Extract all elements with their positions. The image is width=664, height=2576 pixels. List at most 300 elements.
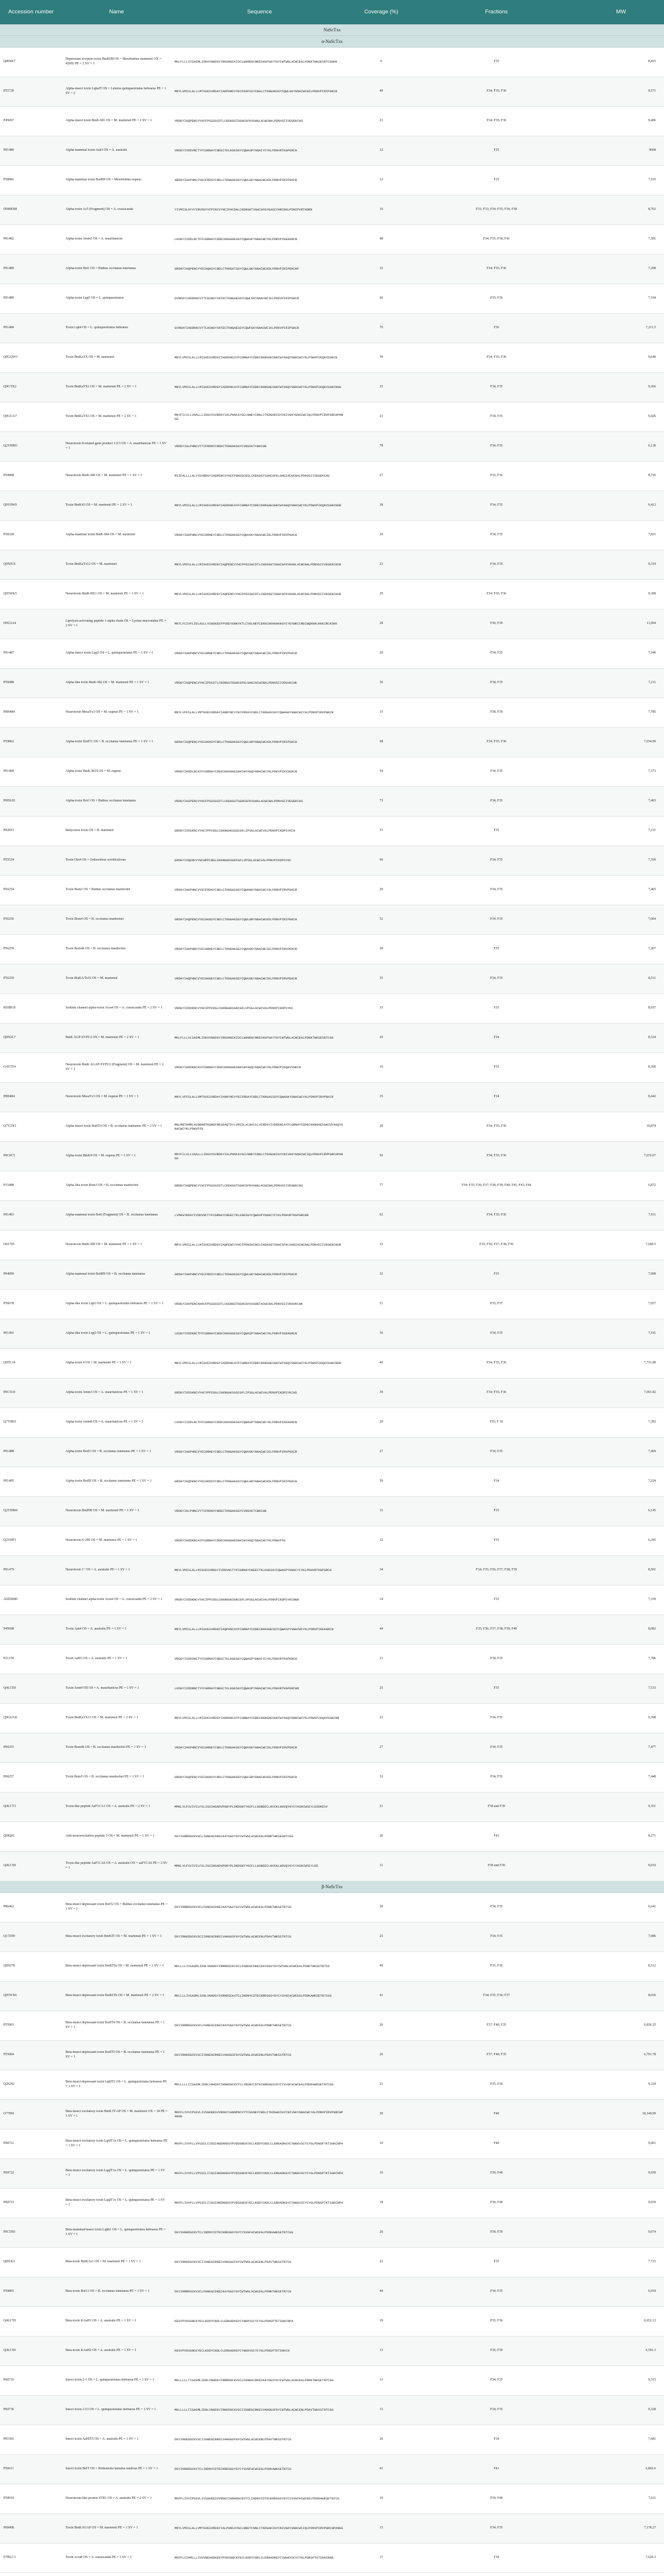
cell-coverage: 50 <box>379 1479 383 1483</box>
cell-sequence: LKDGYIVDDRNCTYFCGRNAYCNEECTKLKGESGYCQWASPYGNACWCYKLPDHVRTKGPGRCHR <box>175 1686 299 1691</box>
cell-fractions: F34; F35 <box>490 888 503 892</box>
cell-mw: 7,533 <box>648 1686 656 1690</box>
cell-name: Neurotoxin MesaTx3 OS = M. eupeus PE = 1 SV = 1 <box>66 710 139 714</box>
cell-accession: P56259 <box>3 977 14 981</box>
cell-name: Alpha-insect toxin BmK-M1 OS = M. martensii PE = 1 SV = 1 <box>66 119 153 123</box>
cell-name: Sodium channel alpha-toxin Acra4 OS = A. crassicauda PE = 2 SV = 1 <box>66 1598 162 1602</box>
table-row <box>0 1142 664 1171</box>
cell-coverage: 35 <box>379 1006 383 1010</box>
cell-mw: 7,165 <box>648 178 656 182</box>
cell-name: Alpha-mammal toxin BotM9 OS = Mesobuthus eupeus <box>66 178 141 182</box>
cell-sequence: VRDGYIAQPENCVYHCFPGSSGCDTLCKEKGGTSGHCGFKVGHGLACWCNALPDNVGIIVEGEKCHS <box>175 119 303 124</box>
cell-mw: 9,328 <box>648 2408 656 2412</box>
cell-mw: 11,094 <box>647 622 656 626</box>
cell-fractions: F34; F35 <box>490 2526 503 2530</box>
cell-name: Beta-insect depressant toxin BmKITb OS = M. martensii PE = 2 SV = 1 <box>66 1994 165 1998</box>
cell-coverage: 19 <box>379 2497 383 2501</box>
cell-fractions: F34; F35 <box>490 503 503 507</box>
cell-coverage: 20 <box>379 651 383 655</box>
table-row <box>0 905 664 935</box>
cell-name: Alpha-like toxin Lqq5 OS = L. quinquestriatus PE = 1 SV = 1 <box>66 1331 151 1336</box>
cell-coverage: 13 <box>379 2349 383 2353</box>
cell-coverage: 26 <box>379 2023 383 2027</box>
cell-accession: P55903 <box>3 2023 14 2027</box>
table-row <box>0 1733 664 1763</box>
cell-coverage: 35 <box>379 977 383 981</box>
cell-name: Toxin Bom4 OS = B. occitanus mardochei <box>66 917 124 921</box>
cell-accession: P01495 <box>3 1479 14 1483</box>
cell-name: Alpha-mammal toxin BmK-M4 OS = M. martensii <box>66 533 136 537</box>
cell-sequence: MNYLVMISLALLLMIGVESVRDGYIAQPENCVYHCFPGSSGCDTLCKEKGGTSGHCGFKVGHGLACWCNALPDNVGIIVEGEKCHSR <box>175 592 342 597</box>
cell-coverage: 36 <box>379 681 383 685</box>
cell-coverage: 20 <box>379 1036 383 1040</box>
cell-coverage: 66 <box>379 296 383 300</box>
table-row <box>0 491 664 521</box>
cell-name: Neurotoxin BmK AGAP-SYPU2 (Fragment) OS = M. martensii PE = 2 SV = 1 <box>66 1063 164 1071</box>
cell-sequence: MNYLVMISLALLLMIGVESVRDGYIADDKNCAYFCGRNAYCDDECKKNGAESGKCWYAGQYGNACWCYKLPDWVPIKQKVSGKCNR <box>175 1716 339 1721</box>
table-row <box>0 2366 664 2396</box>
table-row <box>0 1467 664 1497</box>
cell-fractions: F36; F39 <box>490 622 503 626</box>
cell-mw: 9,308 <box>648 592 656 596</box>
cell-fractions: F36; F39 <box>490 2349 503 2353</box>
cell-mw: 7,786 <box>648 1657 656 1661</box>
cell-accession: P86462 <box>3 1905 14 1909</box>
cell-sequence: LVMAGYKDGYIVDDVNCTYFCGRNAYCNEECTKLKGESGYCQWASPYGNACYCYKLPDHVRTKGPGRCHR <box>175 1213 309 1218</box>
header-mw: MW <box>616 9 626 16</box>
cell-fractions: F34; F35; F36 <box>487 1154 506 1158</box>
cell-mw: 7,191 <box>648 1331 656 1336</box>
table-row <box>0 787 664 817</box>
cell-sequence: MNYLVMISLALLLMIGVESVRDGYIADDKNCAYFCGRNAYCDDECKKNGAESGKCWYAGQYGNACWCYKLPDWVPIKQKVSGKCNGR <box>175 1361 342 1366</box>
cell-name: Toxin-like peptide AaF1CA1 OS = A. australis PE = 2 SV = 1 <box>66 1805 151 1809</box>
table-row <box>0 1201 664 1231</box>
cell-fractions: F35; F 36 <box>489 1420 503 1424</box>
table-row <box>0 2277 664 2307</box>
table-row <box>0 48 664 77</box>
cell-name: Beta-insect depressant toxin LqhIT2 OS = L. quinquestriatus hebraeus PE = 1 SV = 1 <box>66 2080 167 2088</box>
cell-coverage: 17 <box>379 2556 383 2560</box>
cell-mw: 8,442 <box>648 1095 656 1099</box>
cell-coverage: 39 <box>379 355 383 360</box>
cell-name: Beta-toxin Bot11 OS = B. occitanus tunetanus PE = 1 SV = 1 <box>66 2290 150 2294</box>
cell-fractions: F35 <box>494 1539 499 1543</box>
cell-accession: Q9NJC6 <box>3 563 16 567</box>
cell-name: Alpha-toxin Ac5 (Fragment) OS = A. crassicauda <box>66 208 133 212</box>
cell-coverage: 36 <box>379 1331 383 1336</box>
table-row <box>0 2159 664 2189</box>
cell-name: Alpha-insect toxin LqhaIT OS = Leiurus quinquestriatus hebraeus PE = 1 SV = 2 <box>66 87 166 95</box>
cell-mw: 7,359 <box>648 858 656 862</box>
cell-mw: 7,660.5 <box>645 1243 656 1247</box>
cell-sequence: DGYIRRRDGCKVSCLFGNEGCDKECKAYGGSYGYCWTWGLACWCEGLPDNKTWKSETNTCG <box>175 2023 292 2028</box>
cell-coverage: 44 <box>379 2290 383 2294</box>
table-row <box>0 1408 664 1438</box>
cell-coverage: 48 <box>379 237 383 241</box>
cell-name: Alpha-mammal toxin Aah3 OS = A. australis <box>66 148 128 153</box>
cell-sequence: MNYLVMISLALLLMIGVESVRDGYIADDKNCAYFCGRNAYCDDECKKNGAESGKCWYAGQYGNACWCYKLPDWVPIKQKVSGKCN <box>175 355 338 360</box>
cell-sequence: MKLFLLLVLSASMLIDGVVNADGYIRGSNGCKISCLWGNEGCNKECKGFGAYYGYCWTWGLACWCEGLPDNKTWKSESNTCGG <box>175 1036 333 1040</box>
cell-accession: P8H484 <box>3 710 15 714</box>
cell-name: Beta-insect excitatory toxin BmKIT OS = M. martensii PE = 1 SV = 1 <box>66 1935 162 1939</box>
cell-coverage: 29 <box>379 1420 383 1424</box>
cell-fractions: F35 <box>494 829 499 833</box>
table-row <box>0 1438 664 1467</box>
cell-coverage: 23 <box>379 415 383 419</box>
cell-accession: Q9IQ61 <box>3 1834 15 1838</box>
cell-accession: P55728 <box>3 89 14 93</box>
cell-coverage: 41 <box>379 2467 383 2471</box>
table-row <box>0 2248 664 2277</box>
cell-accession: P01479 <box>3 1568 14 1572</box>
cell-mw: 7,469 <box>648 1450 656 1454</box>
table-row <box>0 2514 664 2544</box>
cell-name: Babycurus toxin OS = B. martensii <box>66 829 114 833</box>
cell-accession: Q9GQW3 <box>3 355 18 360</box>
cell-mw: 7,681 <box>648 2437 656 2441</box>
cell-name: Lipolysis-activating peptide 1-alpha chain OS = Lychas mucronatus PE = 2 SV = 1 <box>66 619 166 627</box>
cell-name: Insect toxin 2-1 OS = L. quinquestriatus hebraeus PE = 1 SV = 1 <box>66 2378 154 2382</box>
cell-name: Alpha-like toxin Bom3 OS = B. occitanus mardochei <box>66 1184 139 1188</box>
cell-sequence: VRDGYIAKPENCAHHCFPGSSGCDTLCKENGGTGGHCGFKVGHGTACWCNALPDNVGIIVDGVKCHK <box>175 1302 303 1307</box>
cell-name: Toxin BmKAGAP OS = M. martensii PE = 1 SV = 1 <box>66 2526 138 2530</box>
cell-fractions: F34; F35 <box>490 1775 503 1779</box>
cell-coverage: 30 <box>379 533 383 537</box>
table-row <box>0 1674 664 1704</box>
cell-fractions: F37; F40; F35 <box>487 2023 506 2027</box>
cell-name: Beta-insect depressant toxin BotIT5 OS = B. occitanus tunetanus PE = 1 SV = 1 <box>66 2051 165 2059</box>
table-row <box>0 1526 664 1556</box>
cell-accession: Q8I1K3 <box>3 2260 15 2264</box>
cell-accession: P60736 <box>3 2408 14 2412</box>
table-row <box>0 669 664 698</box>
cell-mw: 7,194 <box>648 296 656 300</box>
cell-fractions: F34; F35 <box>490 770 503 774</box>
cell-accession: O61705 <box>3 1243 14 1247</box>
table-row <box>0 1053 664 1083</box>
cell-coverage: 27 <box>379 474 383 478</box>
cell-sequence: MNYLVMISLALLLMIGVESVRDGYIAQPHNCAYFCGRNAYCDDECKKKGGESGYCQWASPYGNACWCYKLPDRVPIKEKGRCN <box>175 1627 333 1632</box>
cell-fractions: F38; F39 <box>490 2230 503 2234</box>
table-row <box>0 1319 664 1349</box>
cell-mw: 9,315 <box>648 2378 656 2382</box>
group-heading: NaScTxs <box>0 24 664 36</box>
cell-coverage: 27 <box>379 1746 383 1750</box>
cell-mw: 9668 <box>649 148 656 153</box>
cell-sequence: VRDGYIVDDKNCVYHCIPPCDGLCKKNGGKSGKCGFLVPSGLACWCVALPDNVPIKDPSYKCNGR <box>175 1598 299 1602</box>
cell-mw: 7,211.5 <box>645 326 656 330</box>
cell-fractions: F34; F35 <box>490 533 503 537</box>
cell-mw: 8,082 <box>648 1627 656 1631</box>
cell-fractions: F34; F35; F36 <box>487 1213 506 1217</box>
cell-sequence: MNYLVMISLALLVMTGVESVRDGYIALPHNCAYGCLNNEYCNNLCTKDGAKIGYCNIVGKYGNACWCIQLPDNVPIRVPGRCHPANGG <box>175 2526 343 2531</box>
cell-fractions: F35 <box>494 1272 499 1276</box>
table-row <box>0 1645 664 1674</box>
cell-fractions: F35 <box>494 2260 499 2264</box>
table-row <box>0 1231 664 1260</box>
cell-sequence: DGYIRRRDGCKVSCLFGNEGCDKECKAYGGSYGYCWTWGLACWCEGLPDNKTWKSETNTCG <box>175 2290 292 2294</box>
cell-fractions: F31; F33; F34; F35; F36; F38 <box>476 208 517 212</box>
cell-mw: 7,178.27 <box>644 2526 656 2530</box>
table-row <box>0 1922 664 1952</box>
cell-accession: P56611 <box>3 2467 14 2471</box>
cell-sequence: VRDAYIAKPHNCVYECARNEYCNDLCTKNGAKSGYCQWVGKYGNACWCIELPDNVPIRVPGKCR <box>175 947 297 952</box>
cell-coverage: 12 <box>379 178 383 182</box>
cell-coverage: 10 <box>379 2142 383 2146</box>
cell-name: Toxin Lqh4 OS = L. quinquestriatus hebraeus <box>66 326 128 330</box>
cell-coverage: 25 <box>379 1935 383 1939</box>
cell-accession: Q95WK5 <box>3 592 17 596</box>
cell-accession: P0C5H3 <box>3 2230 16 2234</box>
cell-mw: 8,425 <box>648 60 656 64</box>
cell-accession: P45698 <box>3 1627 14 1631</box>
cell-fractions: F34; F35 <box>490 444 503 448</box>
cell-accession: P55904 <box>3 2053 14 2057</box>
cell-mw: 8,511 <box>648 977 656 981</box>
table-row <box>0 1349 664 1378</box>
cell-name: Toxin AmmVIII OS = A. mauritanicus PE = 1 SV = 1 <box>66 1686 139 1690</box>
table-row <box>0 1556 664 1585</box>
cell-accession: P01489 <box>3 267 14 271</box>
cell-accession: Q4LCE0 <box>3 1686 16 1690</box>
cell-accession: Q95WX6 <box>3 1994 17 1998</box>
cell-accession: Q9N2L7 <box>3 1036 16 1040</box>
table-row <box>0 2070 664 2100</box>
table-row <box>0 994 664 1024</box>
cell-fractions: F35 <box>494 1686 499 1690</box>
cell-fractions: F35 <box>494 178 499 182</box>
cell-name: Toxin BmKaTX2 OS = M. martensii PE = 2 SV = 1 <box>66 385 137 389</box>
cell-sequence: GRDGYIVDSKNCVYHCYPPCDGLCKKNGAKSGSCGFLIPSGLACWCVALPDNVPIKDPSYKCH <box>175 829 295 833</box>
cell-mw: 9,939 <box>648 2201 656 2205</box>
section-heading: α-NaScTxs <box>0 36 664 48</box>
cell-name: Alpha-mammal toxin BotM9 OS = B. occitanus tunetanus <box>66 1272 146 1276</box>
cell-coverage: 70 <box>379 326 383 330</box>
cell-sequence: GRDGYIAQPENCVYHCFPGSSGCDTLCKEKGGTSGHCGFKVGHGLACWCNALPDNVGIIVEGEKCHS <box>175 1184 303 1188</box>
cell-coverage: 35 <box>379 1095 383 1099</box>
cell-sequence: MKLFLLLVISASMLIDGVVNADGYIRGSNGCKISCLWGNEGCNKECKGFGAYYGYCWTWGLACWCEGLPDNKTWKSESNTCGGKK <box>175 60 338 64</box>
cell-fractions: F34; F35; F36 <box>487 740 506 744</box>
cell-sequence: GVRDAYIADDKNCVYTCASNGYCNTECTKNGAESGYCQWFGKYGNACWCIKLPDKVPIRIPGKCR <box>175 326 299 331</box>
cell-sequence: ARDAYIAKPHNCVYECFRDSYCNDLCTKNGAKSGYCQWLGKYGNACWCKDLPDNVPIRIPGKCR <box>175 178 297 183</box>
table-row <box>0 1083 664 1112</box>
cell-sequence: MNYLVMISLALLLMIGVESVRDGYIADDKNCAYFCGRNAYCDDECKKNGAESGKCWYAGQYGNACWCYKLPDWVPIKQKVSGKCNGR <box>175 503 342 508</box>
cell-fractions: F34; F35; F36; F41 <box>483 237 510 241</box>
cell-fractions: F34; F35 <box>490 681 503 685</box>
cell-coverage: 28 <box>379 622 383 626</box>
cell-coverage: 26 <box>379 2053 383 2057</box>
cell-mw: 8,937 <box>648 1006 656 1010</box>
cell-fractions: F34; F35; F36; F37; F38; F39 <box>476 1568 517 1572</box>
cell-mw: 9,412 <box>648 503 656 507</box>
table-row <box>0 2100 664 2129</box>
cell-mw: 6,130 <box>648 444 656 448</box>
cell-sequence: VRDGYIASPENCVYHCFPGSSGCDTLCKEKGGTSGHCGFKVGHGLACWCNALPDNVGIIVEGEKCHS <box>175 799 303 804</box>
cell-sequence: MKFFLIVVFLLVPSSCLIIGSIHGDKKEGYPVDSGNCKYECLKDDYCNDLCLERKADKGYCYWGKVSCYCYGLPDNSPTKTSGKCNPA <box>175 2201 343 2205</box>
table-row <box>0 2484 664 2514</box>
cell-coverage: 26 <box>379 2437 383 2441</box>
cell-fractions: F34; F35 <box>490 1331 503 1336</box>
cell-fractions: F40 <box>494 2112 499 2116</box>
cell-fractions: F35 <box>494 1006 499 1010</box>
cell-sequence: GRDAYIAQPENCVYECAKNSYCNDLCTKNGAKSGYCQWLGRYGNACWCKDLPDNVPIRIPGKCH <box>175 917 297 922</box>
table-row <box>0 2336 664 2366</box>
cell-accession: K0JBG9 <box>3 1006 16 1010</box>
cell-mw: 7,448 <box>648 1775 656 1779</box>
table-row <box>0 432 664 462</box>
cell-mw: 6,641 <box>648 1905 656 1909</box>
cell-accession: P68723 <box>3 2201 14 2205</box>
cell-accession: P59862 <box>3 740 14 744</box>
cell-fractions: F40 <box>494 2142 499 2146</box>
cell-mw: 9,061 <box>648 2142 656 2146</box>
cell-mw: 8,501 <box>648 1568 656 1572</box>
cell-coverage: 68 <box>379 740 383 744</box>
cell-sequence: MKFFLVIAMLLLIVSVNEAADKEGYPVDSGNCKYECLKDDYCNDLCLERKADKGYCYWGKVSCYCYGLPDNSPTKTSGKCNGG <box>175 2556 333 2560</box>
cell-mw: 8,512 <box>648 1964 656 1968</box>
cell-coverage: 27 <box>379 1450 383 1454</box>
cell-sequence: MKFFLIVVFLLVPSSCLIIGSIHGDKKEGYPVDSGNCKYECLKDDYCNDLCLERKADKGYCYWGKVSCYCYGLPDNSPTKTSGKCNPA <box>175 2142 343 2146</box>
table-row <box>0 462 664 491</box>
cell-coverage: 50 <box>379 1154 383 1158</box>
cell-accession: P01501 <box>3 2437 14 2441</box>
cell-name: Beta-mammal/insect toxin Lqhb1 OS = L. quinquestriatus hebraeus PE = 1 SV = 1 <box>66 2228 166 2236</box>
table-row <box>0 846 664 876</box>
cell-name: Toxin Bom3 OS = Buthus occitanus mardochei <box>66 888 130 892</box>
cell-mw: 10,874 <box>646 1124 656 1129</box>
cell-name: Toxin Bom5 OS = B. occitanus mardochei PE = 1 SV = 1 <box>66 1775 144 1779</box>
cell-name: Alpha-like toxin BmK-M2 OS = M. martensii PE = 1 SV = 1 <box>66 681 150 685</box>
cell-accession: P21150 <box>3 1657 14 1661</box>
cell-mw: 7,821 <box>648 533 656 537</box>
cell-fractions: F35 <box>494 1065 499 1069</box>
cell-sequence: GRDAYIAQPENCVYECAKNSYCNDLCTKNGAKSGYCQWLGRYGNACWCKDLPDNVPIRIPGKCH <box>175 740 297 745</box>
cell-sequence: MNYLVMISLALLMIGVESVRDGYIVDDVNCTYFCGRNAYCNEECTKLKGESGYCQWASPYGNACYCYKLPDHVRTKGPGRCH <box>175 1568 332 1573</box>
cell-fractions: F34 <box>494 1479 499 1483</box>
table-row <box>0 2129 664 2159</box>
cell-fractions: F34; F35 <box>490 563 503 567</box>
cell-name: Toxin Aah4 OS = A. australis PE = 1 SV = 1 <box>66 1627 127 1631</box>
cell-coverage: 21 <box>379 1657 383 1661</box>
cell-mw: 6,802.6 <box>645 2467 656 2471</box>
cell-mw: 7,785 <box>648 710 656 714</box>
cell-coverage: 62 <box>379 1213 383 1217</box>
cell-coverage: 18 <box>379 2201 383 2205</box>
cell-name: Alpha-insect toxin Lqq3 OS = L. quinquestriatus PE = 1 SV = 1 <box>66 651 154 655</box>
cell-sequence: VRDGYIAQPENCVYHCIPDCDTLCKDNGGTGGHCGFKLGHGIACWCNALPDNVGIIVDGVKCHK <box>175 681 297 685</box>
cell-coverage: 11 <box>379 1864 383 1868</box>
cell-sequence: VRDAYIAKPHNCVYECARNEYCNDLCTKNGAKSGYCQWVGKYGNACWCIELPDNVPIRVPGKCR <box>175 651 297 656</box>
cell-fractions: F34 <box>494 1036 499 1040</box>
cell-accession: P01482 <box>3 237 14 241</box>
table-row <box>0 2189 664 2218</box>
table-row <box>0 609 664 639</box>
cell-name: Beta-insect depressant toxin BotIT4 OS = B. occitanus tunetanus PE = 1 SV = 1 <box>66 2021 165 2029</box>
cell-name: Insect toxin 2-53 OS = L. quinquestriatus hebraeus PE = 1 SV = 1 <box>66 2408 156 2412</box>
cell-fractions: F34; F35 <box>490 1716 503 1720</box>
cell-sequence: DGYIKRHDGCKVTCLINDNYCDTECKREGGSYGYCYSVGFACWCEGLPDDKAWKSETNTCGG <box>175 2230 293 2235</box>
table-row <box>0 935 664 964</box>
cell-accession: A0ZD080 <box>3 1598 17 1602</box>
cell-fractions: F41 <box>494 1834 499 1838</box>
cell-accession: Q9Y0W0 <box>3 503 17 507</box>
cell-coverage: 16 <box>379 2171 383 2175</box>
cell-accession: P58488 <box>3 681 14 685</box>
cell-sequence: MNYFILVLLVAALLLIDGVVSVRDGYIALPHNCAYGCLNNEYCNNLCTKDGAKIGYCNIVGKYGNACWCIQLPDNVPIRVPGRCHPANGG <box>175 412 343 421</box>
cell-accession: D9MEH8 <box>3 208 17 212</box>
table-row <box>0 314 664 343</box>
table-row <box>0 1852 664 1881</box>
cell-coverage: 21 <box>379 119 383 123</box>
cell-name: Beta-toxin KAaH1 OS = A. australis PE = 1 SV = 1 <box>66 2319 137 2323</box>
cell-fractions: F35; F36 <box>490 296 503 300</box>
cell-sequence: MKLLLLLIISASMLIENLVNADGYIKRHDGCKVTCLINDNYCDTECKREGGSYGYCYSVGFACWCEGLPDDKAWKSETNTCGG <box>175 2082 333 2087</box>
table-row <box>0 255 664 284</box>
cell-mw: 6,295 <box>648 1539 656 1543</box>
cell-mw: 6,791.78 <box>644 2053 656 2057</box>
cell-mw: 8,716 <box>648 474 656 478</box>
cell-sequence: MNYLVMISLALLLMIGVESVRDGYIADDKNCAYFCGRNAYCDDECKKNGAESGKCWYAGQYGNACWCYKLPDWVPIKQKVSGKCNGG <box>175 385 342 390</box>
cell-fractions: F39 <box>494 2556 499 2560</box>
table-row <box>0 2396 664 2425</box>
header-sequence: Sequence <box>247 9 272 16</box>
cell-name: Beta-insect depressant toxin BotT2 OS = Buthus occitanus tunetanus PE = 1 SV = 1 <box>66 1903 168 1911</box>
cell-mw: 7,403 <box>648 799 656 803</box>
cell-sequence: VRDAYIAKPHNCVYECFRDAYCNDLCTKNGASSGYCQWAGKYGNACWCYALPDNVPIRVPGKCR <box>175 888 297 892</box>
cell-coverage: 40 <box>379 89 383 93</box>
cell-mw: 8,390 <box>648 1065 656 1069</box>
cell-fractions: F41 <box>494 2467 499 2471</box>
table-row <box>0 2425 664 2455</box>
table-row <box>0 1260 664 1290</box>
cell-fractions: F35; F37 <box>490 1302 503 1306</box>
cell-name: Depressant scorpion toxin BmKIM OS = Mesobuthus martensii OX = 42602 PE = 2 SV = 1 <box>66 57 162 66</box>
cell-mw: 9,571 <box>648 89 656 93</box>
cell-fractions: F38 and F39 <box>488 1864 505 1868</box>
cell-name: Neurotoxin S-290 OS = M. martensii PE = 1 SV = 1 <box>66 1539 137 1543</box>
table-row <box>0 2307 664 2336</box>
cell-fractions: F38; F39 <box>490 710 503 714</box>
header-name: Name <box>109 9 124 16</box>
cell-coverage: 15 <box>379 710 383 714</box>
table-row <box>0 77 664 107</box>
table-row <box>0 2218 664 2248</box>
cell-coverage: 34 <box>379 1568 383 1572</box>
cell-name: Toxin Om4 OS = Orthochirus scrobiculosus <box>66 858 126 862</box>
cell-fractions: F39; F40 <box>490 2497 503 2501</box>
cell-name: Beta-toxin BmKAs1 OS = M. martensii PE = 1 SV = 1 <box>66 2260 141 2264</box>
cell-mw: 7,620.3 <box>645 2556 656 2560</box>
table-row <box>0 1822 664 1852</box>
cell-sequence: MNLMRTAMRLASGRHRTKQNGFRESEAQTDYLVMISLALWVCCLVCRDGYIVDDKNCAYFCGRNAYCDDECKKNGAESGKCWYAGQYGNACWCYKLPDWVPIK <box>175 1122 343 1131</box>
cell-sequence: VRDAYIAKPHNCVYECARNEYCNDLCTKNGAKSGYCQWVGKYGNACWCIELPDNVPIRVPGKCR <box>175 1746 297 1750</box>
table-row <box>0 107 664 136</box>
cell-sequence: MNYLVFFSLALLVMTGVESVRDAYIANNYNCVYECFRDAYCNDLCTKNGASSGYCQWAGKYGNACWCYALPDNVPIRVPGKCR <box>175 1095 333 1100</box>
cell-fractions: F34; F35 <box>490 1450 503 1454</box>
cell-mw: 9,351 <box>648 1805 656 1809</box>
cell-coverage: 78 <box>379 444 383 448</box>
cell-coverage: 23 <box>379 563 383 567</box>
cell-mw: 8,524 <box>648 1036 656 1040</box>
cell-mw: 7,057 <box>648 1302 656 1306</box>
cell-accession: Q7Y9D3 <box>3 1420 16 1424</box>
cell-mw: 7,001.82 <box>644 1391 656 1395</box>
cell-coverage: 52 <box>379 917 383 921</box>
cell-name: Alpha-toxin BotIII OS = B. occitanus tunetanus PE = 1 SV = 1 <box>66 1479 152 1483</box>
cell-sequence: VRDGYIADDKNCAYFCGRNAYCDDECKKNGAESGKCWYAGQYGNACWCYKLPDWVPIKQKVSGKCN <box>175 1065 301 1070</box>
cell-coverage: 15 <box>379 1509 383 1513</box>
cell-fractions: F34; F35 <box>490 385 503 389</box>
